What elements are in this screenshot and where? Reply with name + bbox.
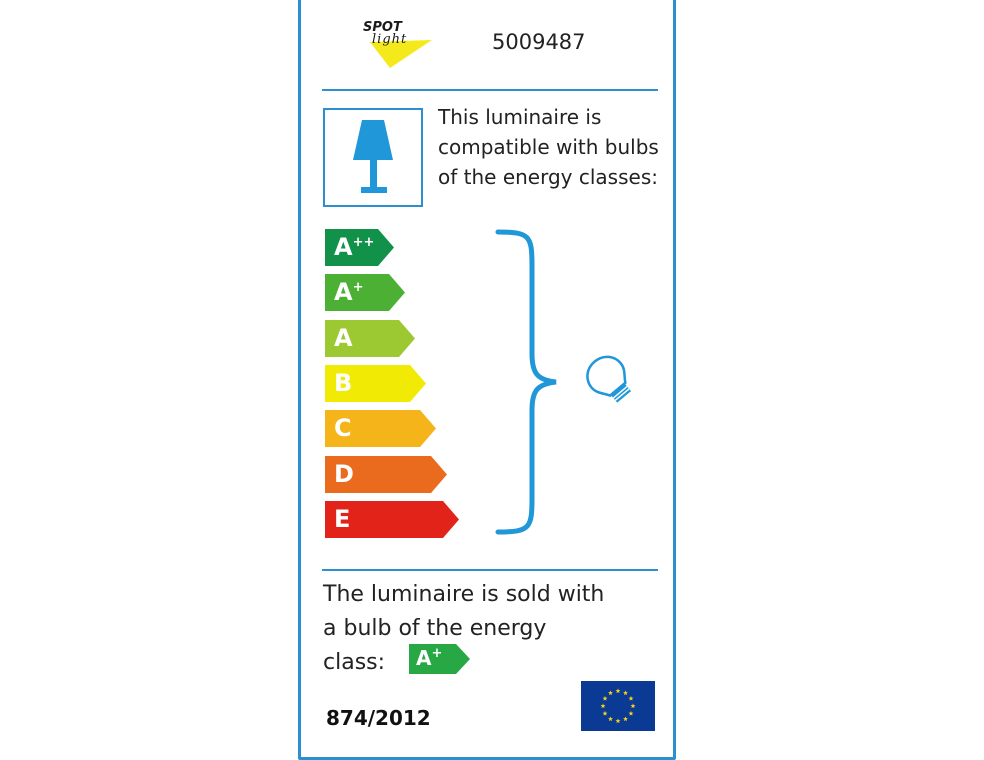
class-letter: B xyxy=(334,369,353,397)
energy-class-b xyxy=(325,365,426,402)
class-letter: A xyxy=(334,324,353,352)
sold-class-sup: + xyxy=(431,646,443,661)
class-letter: C xyxy=(334,414,352,442)
class-label xyxy=(334,368,352,398)
compat-line: of the energy classes: xyxy=(438,165,658,189)
class-label xyxy=(334,459,354,489)
regulation-number: 874/2012 xyxy=(326,706,431,730)
energy-class-app xyxy=(325,229,394,266)
table-lamp-icon xyxy=(325,110,421,205)
class-letter: D xyxy=(334,460,354,488)
class-letter: E xyxy=(334,505,351,533)
energy-class-e xyxy=(325,501,459,538)
class-label xyxy=(334,504,350,534)
brand-logo xyxy=(360,18,436,70)
divider-top xyxy=(322,89,658,91)
class-superscript: ++ xyxy=(352,235,375,250)
class-superscript: + xyxy=(352,280,364,295)
compat-text xyxy=(438,102,668,192)
energy-class-ap xyxy=(325,274,405,311)
lamp-icon-box xyxy=(323,108,423,207)
class-label xyxy=(334,323,353,353)
sold-with-text xyxy=(323,578,623,680)
class-label xyxy=(334,232,374,262)
class-label xyxy=(334,277,363,307)
class-letter: A xyxy=(334,278,353,306)
energy-class-a xyxy=(325,320,415,357)
eu-flag-icon xyxy=(581,681,655,731)
energy-class-d xyxy=(325,456,447,493)
class-label xyxy=(334,413,352,443)
sold-class-label xyxy=(416,645,442,671)
compat-line: compatible with bulbs xyxy=(438,135,659,159)
light-bulb-icon xyxy=(580,352,642,408)
product-code: 5009487 xyxy=(492,30,586,54)
sold-line: class: xyxy=(323,650,386,675)
sold-line: a bulb of the energy xyxy=(323,616,547,641)
sold-class-letter: A xyxy=(416,646,432,670)
divider-bottom xyxy=(322,569,658,571)
class-letter: A xyxy=(334,233,353,261)
logo-word-top: SPOT xyxy=(363,20,402,35)
sold-class-badge xyxy=(409,644,471,674)
compat-line: This luminaire is xyxy=(438,105,602,129)
energy-class-c xyxy=(325,410,436,447)
curly-brace xyxy=(494,226,564,538)
sold-line: The luminaire is sold with xyxy=(323,582,605,607)
logo-word-bottom: light xyxy=(372,32,408,47)
